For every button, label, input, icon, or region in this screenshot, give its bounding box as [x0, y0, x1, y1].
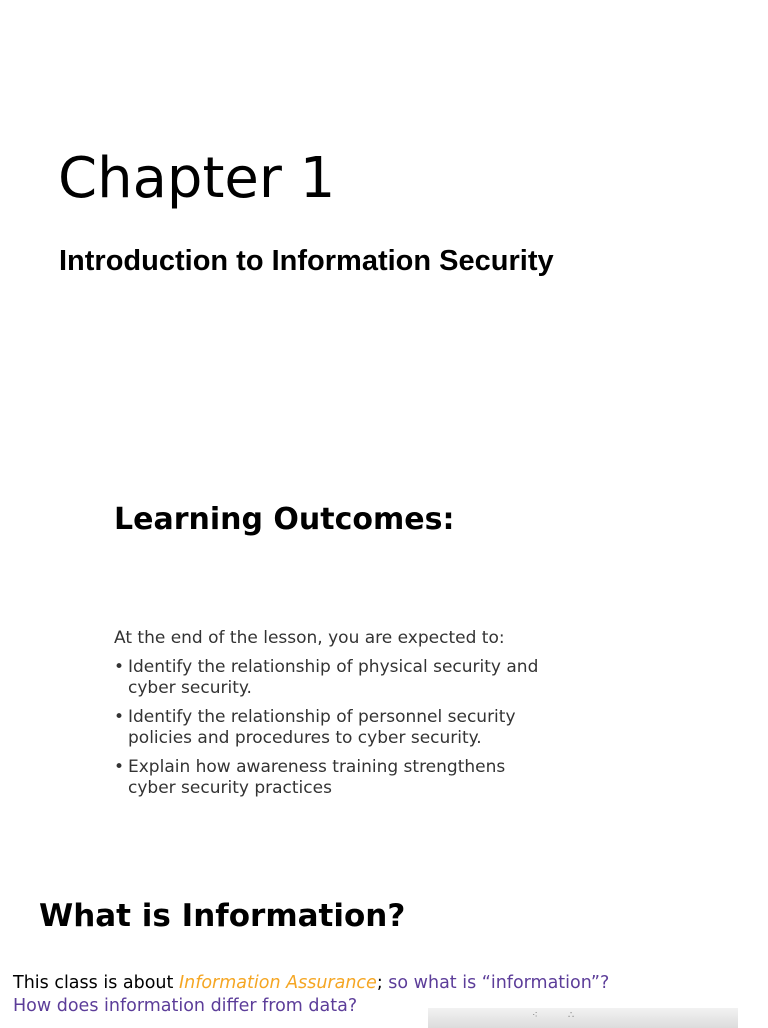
slide-what-is-information: [0, 870, 768, 1024]
chapter-title: Chapter 1: [58, 146, 336, 211]
list-item: [114, 707, 614, 749]
bullet-icon: •: [114, 757, 125, 777]
learning-outcomes-list: [114, 657, 614, 807]
list-item: [114, 657, 614, 699]
list-item: [114, 757, 614, 799]
bullet-icon: •: [114, 657, 125, 677]
slide-learning-outcomes: [0, 430, 768, 870]
list-item-line2: cyber security practices: [128, 778, 332, 798]
text-semicolon: ;: [376, 973, 383, 993]
image-detail-icon: ⁖: [532, 1010, 538, 1021]
list-item-line2: cyber security.: [128, 678, 252, 698]
list-item-line1: Identify the relationship of personnel security: [128, 707, 516, 727]
what-is-information-title: What is Information?: [39, 898, 406, 934]
text-question-information: so what is “information”?: [382, 973, 610, 993]
learning-outcomes-title: Learning Outcomes:: [114, 502, 455, 537]
image-detail-icon: ∴: [568, 1010, 575, 1021]
bullet-icon: •: [114, 707, 125, 727]
learning-outcomes-intro: At the end of the lesson, you are expected to:: [114, 628, 505, 648]
chapter-subtitle: Introduction to Information Security: [59, 245, 554, 277]
text-plain: This class is about: [13, 973, 179, 993]
list-item-line1: Explain how awareness training strengthens: [128, 757, 506, 777]
list-item-line1: Identify the relationship of physical security and: [128, 657, 539, 677]
text-information-assurance: Information Assurance: [178, 973, 377, 993]
list-item-line2: policies and procedures to cyber security.: [128, 728, 482, 748]
slide-image-thumbnail: [428, 1008, 738, 1028]
slide-chapter-title: [0, 0, 768, 430]
text-question-data: How does information differ from data?: [13, 996, 358, 1016]
